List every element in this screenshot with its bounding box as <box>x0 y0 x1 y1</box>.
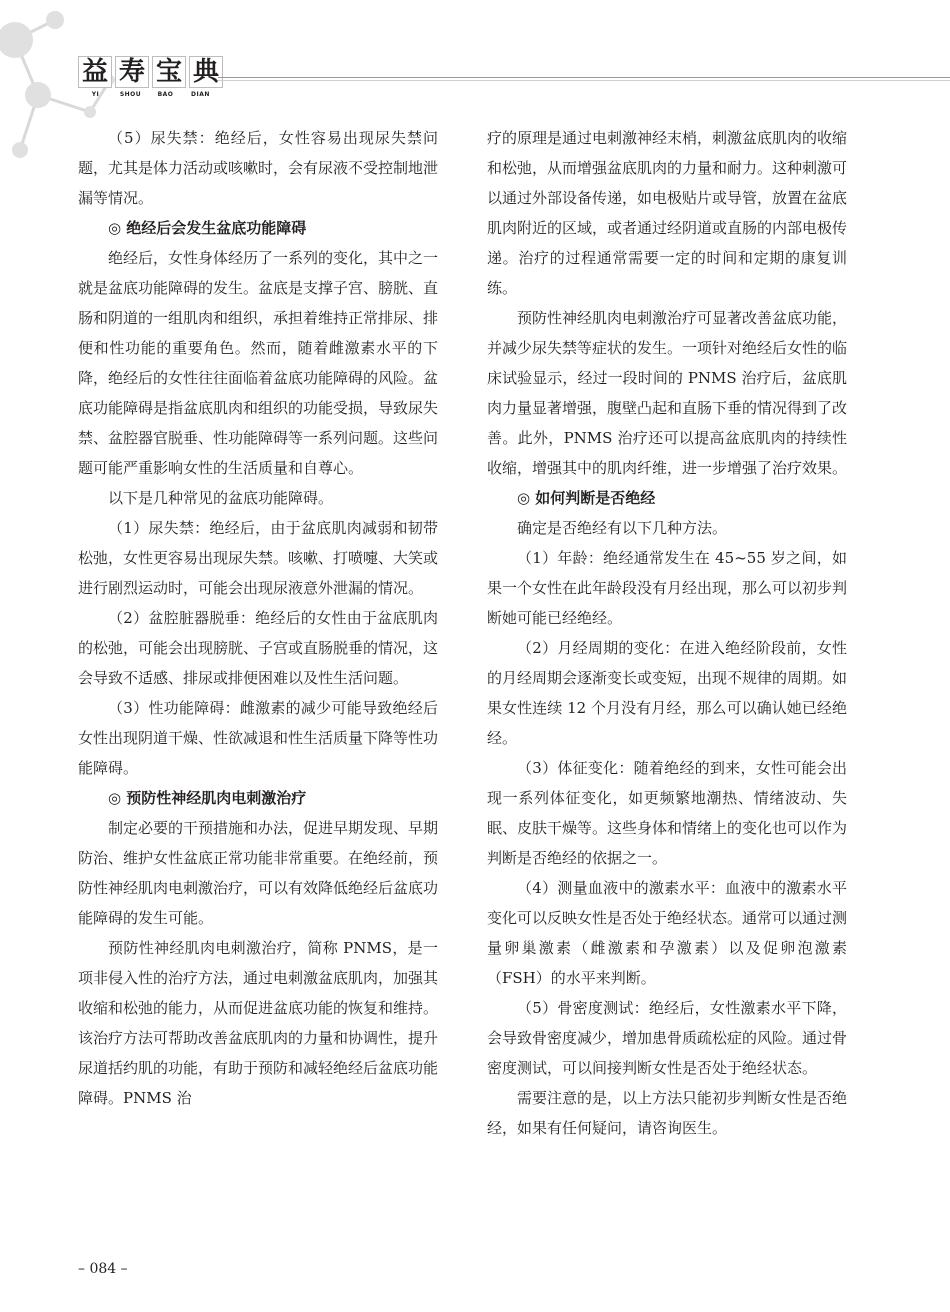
paragraph: 需要注意的是，以上方法只能初步判断女性是否绝经，如果有任何疑问，请咨询医生。 <box>487 1089 848 1137</box>
paragraph: （4）测量血液中的激素水平：血液中的激素水平变化可以反映女性是否处于绝经状态。通常可以通过测量卵巢激素（雌激素和孕激素）以及促卵泡激素（FSH）的水平来判断。 <box>487 879 848 987</box>
masthead-char: 寿 <box>115 56 149 88</box>
paragraph: 绝经后，女性身体经历了一系列的变化，其中之一就是盆底功能障碍的发生。盆底是支撑子宫、膀胱、直肠和阴道的一组肌肉和组织，承担着维持正常排尿、排便和性功能的重要角色。然而，随着雌激素水平的下降，绝经后的女性往往面临着盆底功能障碍的风险。盆底功能障碍是指盆底肌肉和组织的功能受损，导致尿失禁、盆腔器官脱垂、性功能障碍等一系列问题。这些问题可能严重影响女性的生活质量和自尊心。 <box>78 249 439 477</box>
paragraph: 预防性神经肌肉电刺激治疗，简称 PNMS，是一项非侵入性的治疗方法，通过电刺激盆底肌肉，加强其收缩和松弛的能力，从而促进盆底功能的恢复和维持。该治疗方法可帮助改善盆底肌肉的力量和协调性，提升尿道括约肌的功能，有助于预防和减轻绝经后盆底功能障碍。PNMS 治 <box>78 939 439 1107</box>
paragraph: （3）性功能障碍：雌激素的减少可能导致绝经后女性出现阴道干燥、性欲减退和性生活质量下降等性功能障碍。 <box>78 699 439 777</box>
paragraph: 制定必要的干预措施和办法，促进早期发现、早期防治、维护女性盆底正常功能非常重要。在绝经前，预防性神经肌肉电刺激治疗，可以有效降低绝经后盆底功能障碍的发生可能。 <box>78 819 439 927</box>
header-rule <box>218 80 950 81</box>
paragraph-continued: 疗的原理是通过电刺激神经末梢，刺激盆底肌肉的收缩和松弛，从而增强盆底肌肉的力量和耐力。这种刺激可以通过外部设备传递，如电极贴片或导管，放置在盆底肌肉附近的区域，或者通过经阴道或直肠的内部电极传递。治疗的过程通常需要一定的时间和定期的康复训练。 <box>487 129 848 297</box>
paragraph: （2）盆腔脏器脱垂：绝经后的女性由于盆底肌肉的松弛，可能会出现膀胱、子宫或直肠脱垂的情况，这会导致不适感、排尿或排便困难以及性生活问题。 <box>78 609 439 687</box>
masthead-pinyin: BAO <box>157 91 174 98</box>
header-rule <box>218 77 950 78</box>
section-heading: ◎ 如何判断是否绝经 <box>517 489 656 507</box>
masthead-char: 宝 <box>152 56 186 88</box>
paragraph: （1）尿失禁：绝经后，由于盆底肌肉减弱和韧带松弛，女性更容易出现尿失禁。咳嗽、打喷嚏、大笑或进行剧烈运动时，可能会出现尿液意外泄漏的情况。 <box>78 519 439 597</box>
masthead-pinyin: YI <box>91 91 100 98</box>
paragraph: 确定是否绝经有以下几种方法。 <box>517 519 728 537</box>
magazine-masthead <box>78 56 226 98</box>
paragraph: （1）年龄：绝经通常发生在 45~55 岁之间，如果一个女性在此年龄段没有月经出现，那么可以初步判断她可能已经绝经。 <box>487 549 848 627</box>
masthead-char: 益 <box>78 56 112 88</box>
masthead-char: 典 <box>189 56 223 88</box>
masthead-pinyin: SHOU <box>119 91 142 98</box>
masthead-pinyin: DIAN <box>191 91 210 98</box>
paragraph: （5）骨密度测试：绝经后，女性激素水平下降，会导致骨密度减少，增加患骨质疏松症的风险。通过骨密度测试，可以间接判断女性是否处于绝经状态。 <box>487 999 848 1077</box>
section-heading: ◎ 绝经后会发生盆底功能障碍 <box>108 219 307 237</box>
paragraph: （5）尿失禁：绝经后，女性容易出现尿失禁问题，尤其是体力活动或咳嗽时，会有尿液不受控制地泄漏等情况。 <box>78 129 439 207</box>
section-heading: ◎ 预防性神经肌肉电刺激治疗 <box>108 789 307 807</box>
right-column <box>487 123 847 1143</box>
paragraph: 预防性神经肌肉电刺激治疗可显著改善盆底功能，并减少尿失禁等症状的发生。一项针对绝经后女性的临床试验显示，经过一段时间的 PNMS 治疗后，盆底肌肉力量显著增强，腹壁凸起和直肠下垂的情况得到了改善。此外，PNMS 治疗还可以提高盆底肌肉的持续性收缩，增强其中的肌肉纤维，进一步增强了治疗效果。 <box>487 309 848 477</box>
paragraph: （3）体征变化：随着绝经的到来，女性可能会出现一系列体征变化，如更频繁地潮热、情绪波动、失眠、皮肤干燥等。这些身体和情绪上的变化也可以作为判断是否绝经的依据之一。 <box>487 759 848 867</box>
paragraph: （2）月经周期的变化：在进入绝经阶段前，女性的月经周期会逐渐变长或变短，出现不规律的周期。如果女性连续 12 个月没有月经，那么可以确认她已经绝经。 <box>487 639 848 747</box>
left-column <box>78 123 438 1113</box>
paragraph: 以下是几种常见的盆底功能障碍。 <box>108 489 334 507</box>
page-number: – 084 – <box>78 1261 128 1277</box>
